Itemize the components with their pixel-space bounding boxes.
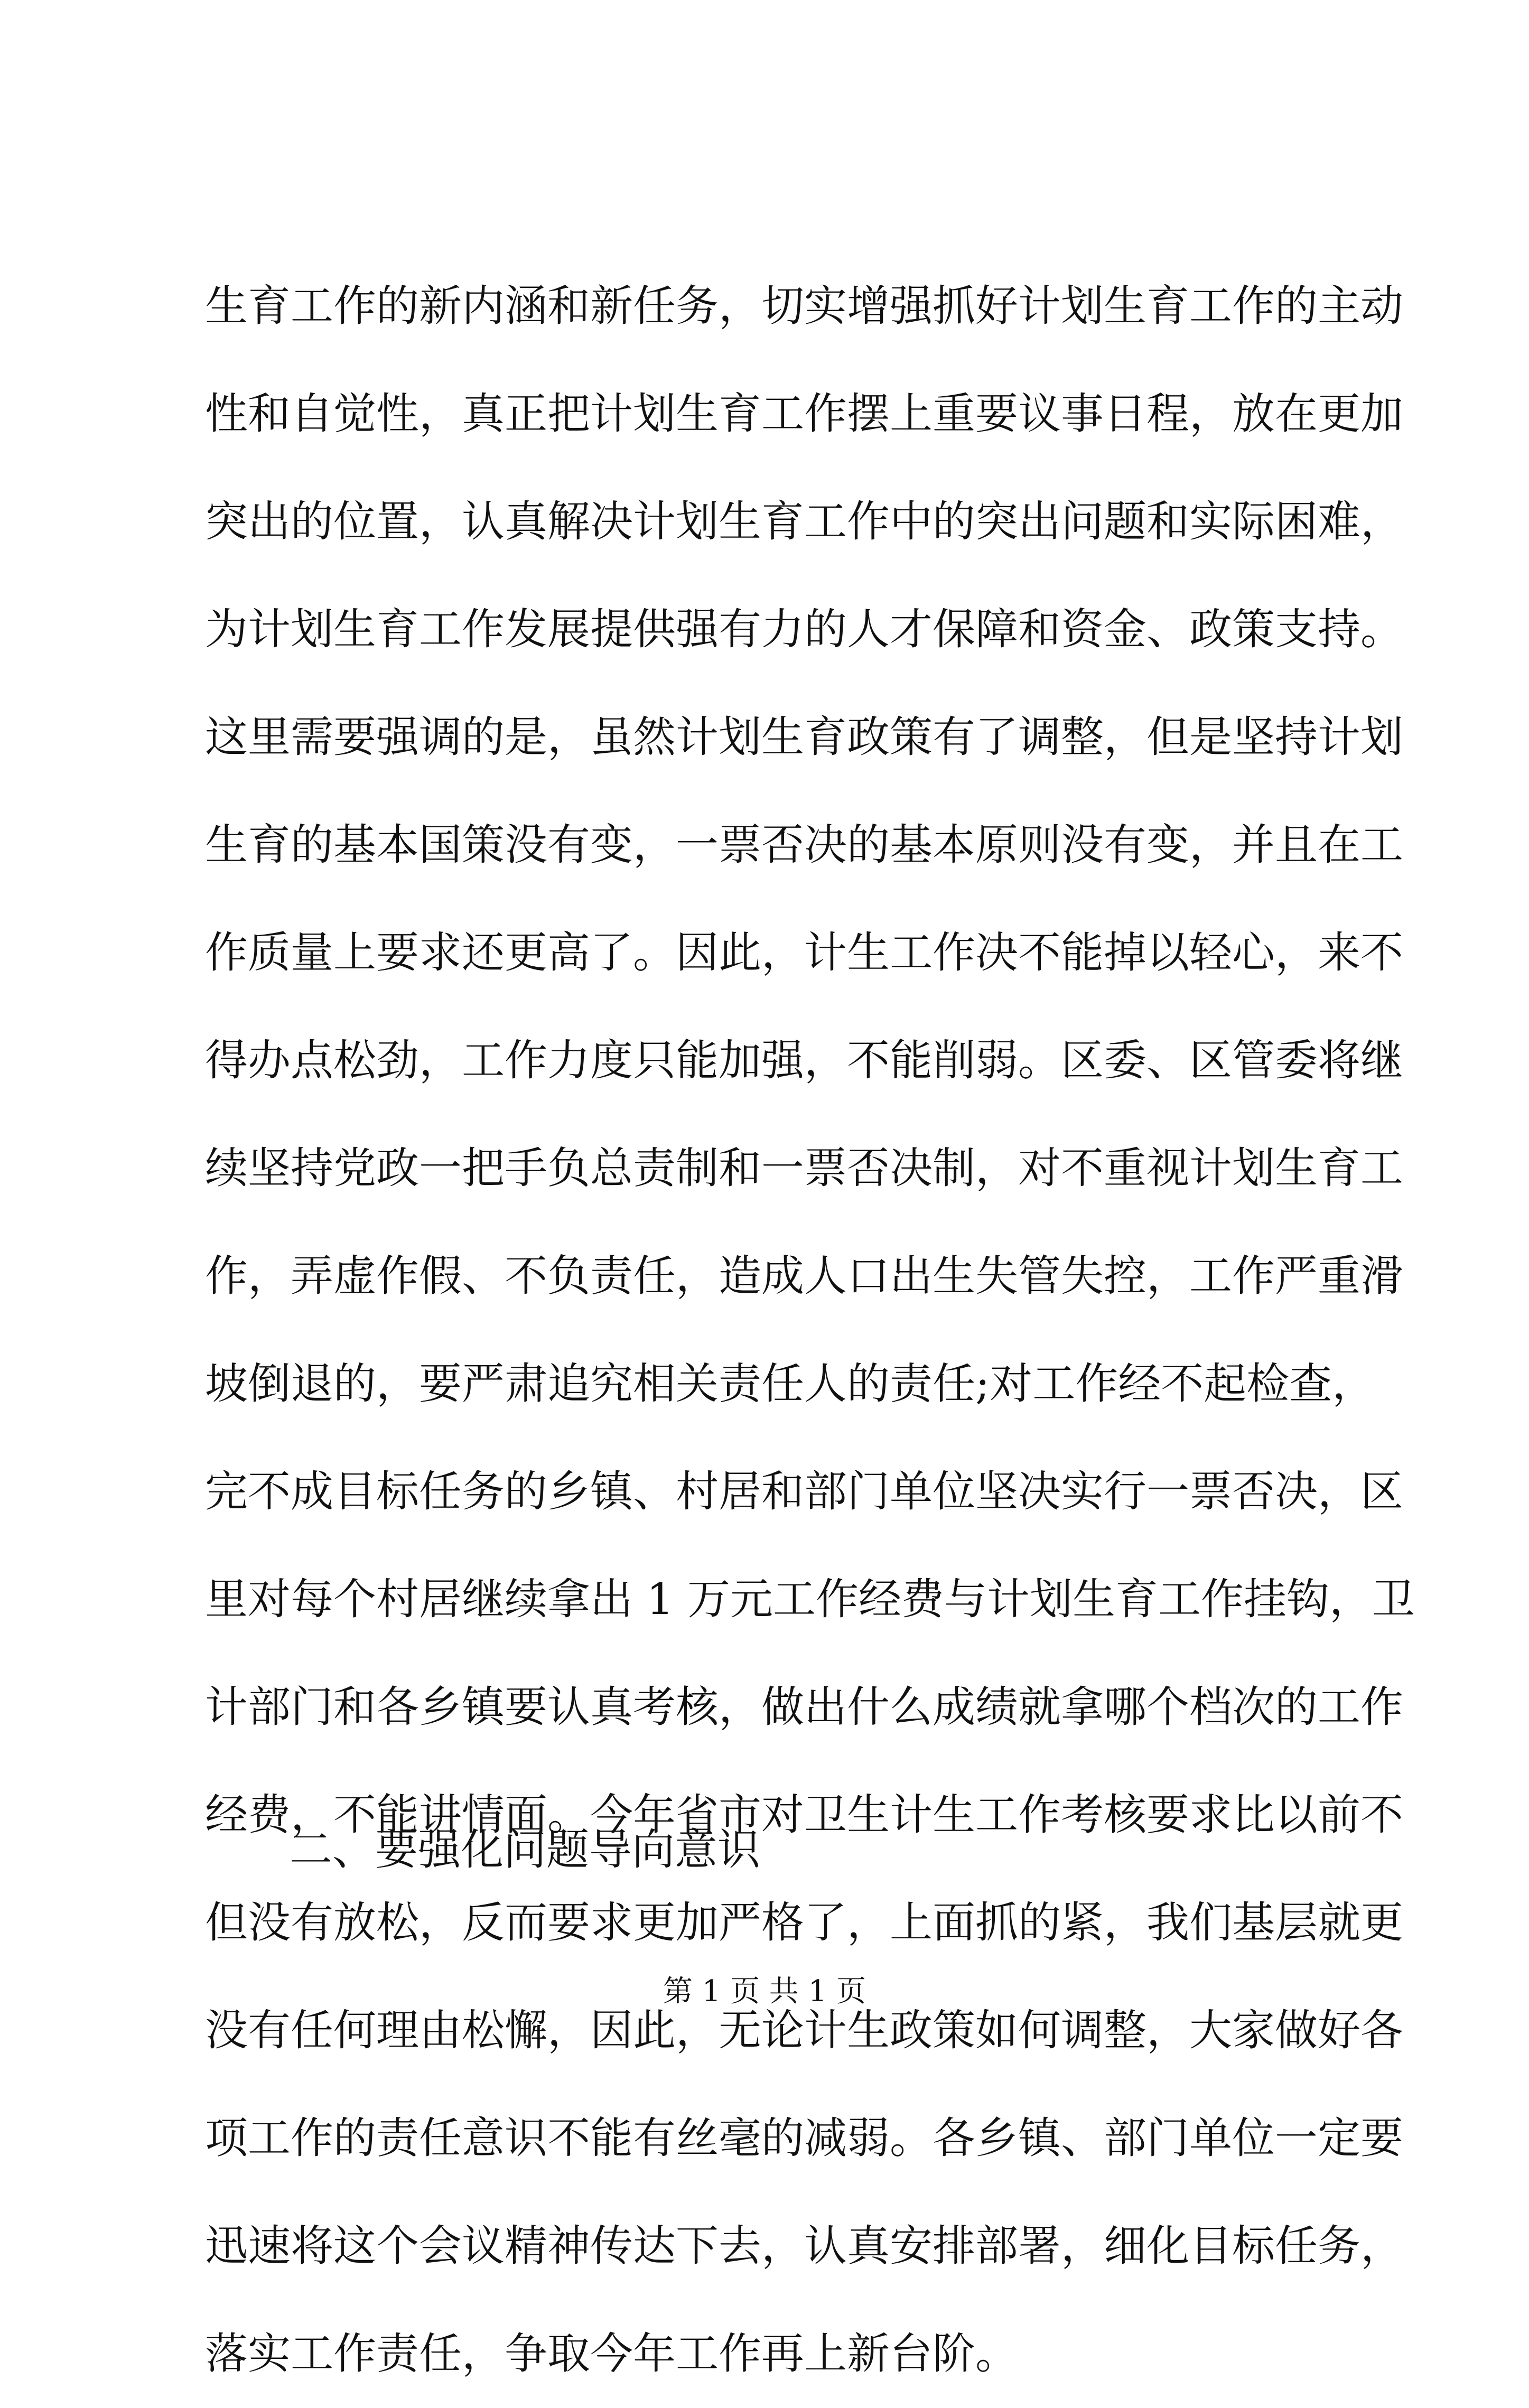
text-line: 作，弄虚作假、不负责任，造成人口出生失管失控，工作严重滑	[205, 1252, 1404, 1301]
text-line: 作质量上要求还更高了。因此，计生工作决不能掉以轻心，来不	[205, 928, 1404, 978]
text-line: 迅速将这个会议精神传达下去，认真安排部署，细化目标任务，	[205, 2222, 1404, 2271]
text-line: 坡倒退的，要严肃追究相关责任人的责任;对工作经不起检查，	[205, 1359, 1375, 1409]
text-line: 里对每个村居继续拿出 1 万元工作经费与计划生育工作挂钩，卫	[205, 1575, 1415, 1625]
text-line: 但没有放松，反而要求更加严格了，上面抓的紧，我们基层就更	[205, 1898, 1404, 1948]
text-line: 计部门和各乡镇要认真考核，做出什么成绩就拿哪个档次的工作	[205, 1683, 1404, 1732]
text-line: 完不成目标任务的乡镇、村居和部门单位坚决实行一票否决，区	[205, 1467, 1404, 1517]
text-line: 为计划生育工作发展提供强有力的人才保障和资金、政策支持。	[205, 605, 1404, 655]
text-line: 续坚持党政一把手负总责制和一票否决制，对不重视计划生育工	[205, 1144, 1404, 1193]
section-heading: 二、要强化问题导向意识	[290, 1825, 761, 1875]
body-paragraph	[205, 253, 1415, 2408]
text-line: 没有任何理由松懈，因此，无论计生政策如何调整，大家做好各	[205, 2006, 1404, 2056]
text-line: 得办点松劲，工作力度只能加强，不能削弱。区委、区管委将继	[205, 1036, 1404, 1086]
text-line: 生育工作的新内涵和新任务，切实增强抓好计划生育工作的主动	[205, 282, 1404, 331]
text-line: 落实工作责任，争取今年工作再上新台阶。	[205, 2329, 1019, 2379]
page-footer: 第 1 页 共 1 页	[663, 1974, 866, 2009]
text-line: 经费，不能讲情面。今年省市对卫生计生工作考核要求比以前不	[205, 1790, 1404, 1840]
text-line: 突出的位置，认真解决计划生育工作中的突出问题和实际困难，	[205, 497, 1404, 547]
text-line: 生育的基本国策没有变，一票否决的基本原则没有变，并且在工	[205, 820, 1404, 870]
text-line: 项工作的责任意识不能有丝毫的减弱。各乡镇、部门单位一定要	[205, 2114, 1404, 2163]
text-line: 这里需要强调的是，虽然计划生育政策有了调整，但是坚持计划	[205, 713, 1404, 762]
text-line: 性和自觉性，真正把计划生育工作摆上重要议事日程，放在更加	[205, 389, 1404, 439]
